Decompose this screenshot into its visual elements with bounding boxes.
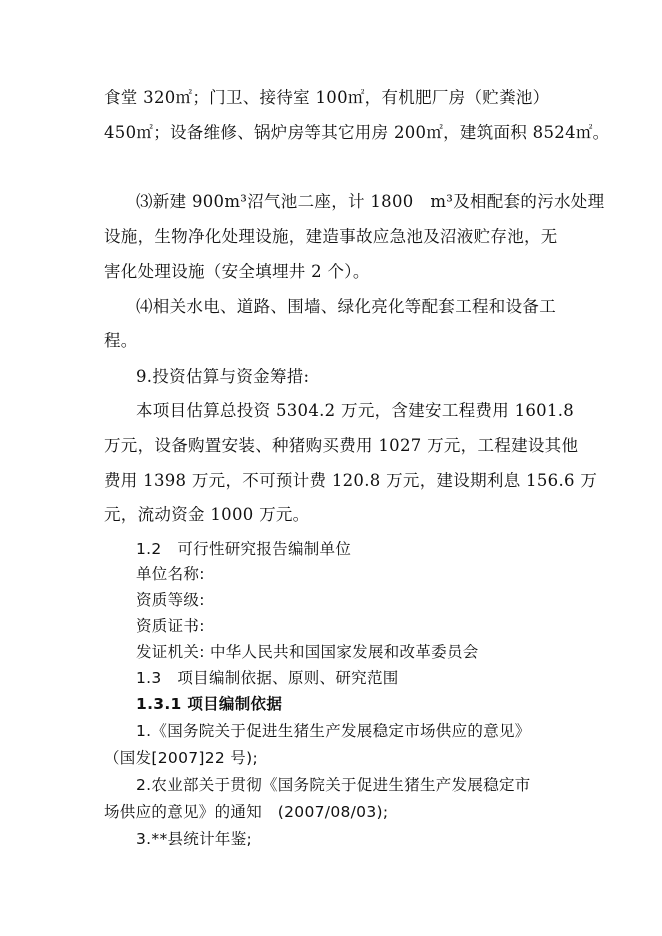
text-line: 单位名称: bbox=[136, 565, 205, 583]
text-line: 450㎡；设备维修、锅炉房等其它用房 200㎡，建筑面积 8524㎡。 bbox=[104, 123, 610, 142]
text-line: ⑶新建 900m³沼气池二座，计 1800 m³及相配套的污水处理 bbox=[136, 192, 605, 211]
text-line: 本项目估算总投资 5304.2 万元，含建安工程费用 1601.8 bbox=[136, 401, 575, 420]
subsection-heading: 1.3.1 项目编制依据 bbox=[136, 695, 283, 713]
section-heading: 1.3 项目编制依据、原则、研究范围 bbox=[136, 669, 399, 687]
text-line: 害化处理设施（安全填埋井 2 个）。 bbox=[104, 262, 370, 281]
text-line: 程。 bbox=[104, 331, 138, 350]
list-item-continuation: （国发[2007]22 号); bbox=[104, 749, 258, 767]
list-item: 2.农业部关于贯彻《国务院关于促进生猪生产发展稳定市 bbox=[136, 776, 531, 794]
section-heading: 9.投资估算与资金筹措: bbox=[136, 367, 310, 386]
text-line: 元，流动资金 1000 万元。 bbox=[104, 505, 310, 524]
text-line: 资质证书: bbox=[136, 617, 205, 635]
list-item-continuation: 场供应的意见》的通知 (2007/08/03); bbox=[104, 803, 389, 821]
text-line: 资质等级: bbox=[136, 591, 205, 609]
text-line: ⑷相关水电、道路、围墙、绿化亮化等配套工程和设备工 bbox=[136, 297, 556, 316]
text-line: 食堂 320㎡；门卫、接待室 100㎡，有机肥厂房（贮粪池） bbox=[104, 88, 550, 107]
section-heading: 1.2 可行性研究报告编制单位 bbox=[136, 540, 352, 558]
list-item: 3.**县统计年鉴; bbox=[136, 830, 253, 848]
text-line: 万元，设备购置安装、种猪购买费用 1027 万元，工程建设其他 bbox=[104, 436, 579, 455]
list-item: 1.《国务院关于促进生猪生产发展稳定市场供应的意见》 bbox=[136, 722, 531, 740]
text-line: 发证机关: 中华人民共和国国家发展和改革委员会 bbox=[136, 643, 479, 661]
text-line: 设施，生物净化处理设施，建造事故应急池及沼液贮存池，无 bbox=[104, 227, 558, 246]
text-line: 费用 1398 万元，不可预计费 120.8 万元，建设期利息 156.6 万 bbox=[104, 471, 598, 490]
